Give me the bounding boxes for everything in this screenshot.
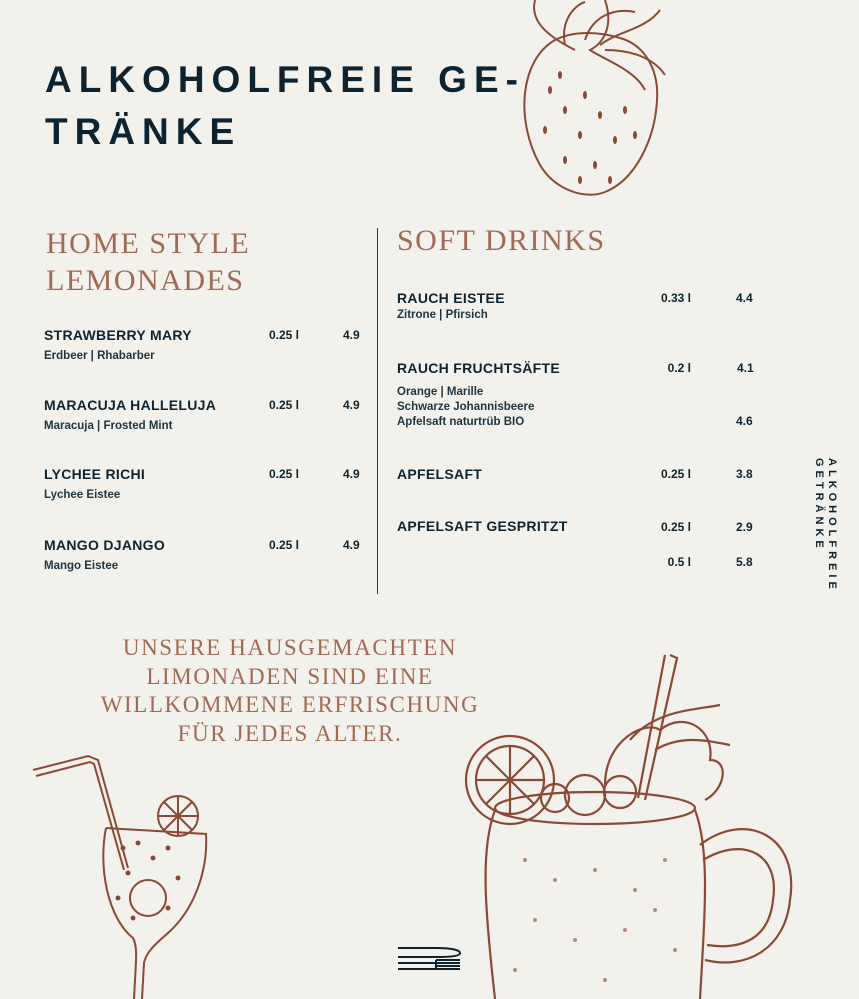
menu-item-volume: 0.25 l bbox=[268, 328, 299, 342]
menu-item-name: APFELSAFT GESPRITZT bbox=[397, 518, 568, 534]
menu-item bbox=[44, 466, 145, 501]
menu-item-price: 4.9 bbox=[343, 467, 360, 481]
menu-item-description: Lychee Eistee bbox=[44, 489, 121, 501]
lemonades-heading bbox=[46, 225, 250, 299]
menu-item-description-line: Apfelsaft naturtrüb BIO bbox=[397, 416, 525, 428]
menu-item-name: RAUCH FRUCHTSÄFTE bbox=[397, 360, 560, 376]
menu-item-description: Erdbeer | Rhabarber bbox=[44, 350, 155, 362]
menu-item-name: STRAWBERRY MARY bbox=[44, 327, 192, 343]
menu-item bbox=[44, 537, 165, 572]
tagline-line: FÜR JEDES ALTER. bbox=[177, 720, 403, 746]
menu-item-name: LYCHEE RICHI bbox=[44, 466, 146, 482]
menu-item-extra-price: 4.6 bbox=[736, 414, 753, 428]
lemonades-heading-line-1: HOME STYLE bbox=[46, 227, 251, 260]
menu-item-description-line: Schwarze Johannisbeere bbox=[397, 401, 535, 413]
menu-item-extra-volume: 0.5 l bbox=[667, 555, 691, 569]
menu-item-description: Maracuja | Frosted Mint bbox=[44, 420, 173, 432]
soft-drinks-heading bbox=[397, 222, 606, 259]
menu-item-name: RAUCH EISTEE bbox=[397, 290, 505, 306]
menu-item bbox=[397, 360, 560, 430]
side-label bbox=[812, 458, 838, 593]
menu-item-volume: 0.25 l bbox=[268, 538, 299, 552]
menu-item-price: 4.9 bbox=[343, 538, 360, 552]
menu-item-volume: 0.2 l bbox=[667, 361, 691, 375]
page-title-line-2: TRÄNKE bbox=[45, 111, 242, 152]
menu-item-price: 4.4 bbox=[736, 291, 753, 305]
menu-item bbox=[44, 397, 216, 432]
menu-item-name: MARACUJA HALLELUJA bbox=[44, 397, 217, 413]
menu-item-price: 4.1 bbox=[737, 361, 754, 375]
menu-item-name: APFELSAFT bbox=[397, 466, 483, 482]
tagline-line: WILLKOMMENE ERFRISCHUNG bbox=[100, 692, 480, 717]
menu-item-volume: 0.25 l bbox=[268, 467, 299, 481]
menu-item-name: MANGO DJANGO bbox=[44, 537, 166, 553]
menu-item bbox=[44, 327, 192, 362]
menu-item-price: 4.9 bbox=[343, 398, 360, 412]
tagline-line: LIMONADEN SIND EINE bbox=[146, 663, 434, 689]
lemonades-heading-line-2: LEMONADES bbox=[46, 264, 245, 297]
menu-item bbox=[397, 290, 505, 321]
side-label-line-2: GETRÄNKE bbox=[813, 458, 825, 552]
lemonade-glass-icon bbox=[28, 748, 218, 999]
menu-item bbox=[397, 518, 568, 534]
copper-mug-icon bbox=[455, 650, 800, 999]
menu-item-volume: 0.25 l bbox=[660, 467, 691, 481]
menu-item-description-line: Orange | Marille bbox=[397, 386, 484, 398]
page-title bbox=[45, 54, 565, 158]
menu-item-description bbox=[397, 385, 560, 430]
tagline bbox=[70, 634, 510, 748]
menu-item-volume: 0.25 l bbox=[268, 398, 299, 412]
side-label-line-1: ALKOHOLFREIE bbox=[826, 458, 838, 593]
menu-item-description: Mango Eistee bbox=[44, 560, 119, 572]
menu-item-volume: 0.25 l bbox=[660, 520, 691, 534]
cutlery-icon bbox=[396, 941, 464, 975]
column-divider bbox=[377, 228, 378, 594]
soft-drinks-heading-text: SOFT DRINKS bbox=[397, 224, 606, 257]
page-title-line-1: ALKOHOLFREIE GE- bbox=[45, 59, 525, 100]
menu-item-price: 2.9 bbox=[736, 520, 753, 534]
menu-item-description: Zitrone | Pfirsich bbox=[397, 309, 488, 321]
menu-item-volume: 0.33 l bbox=[660, 291, 691, 305]
tagline-line: UNSERE HAUSGEMACHTEN bbox=[122, 635, 458, 660]
menu-item-extra-price: 5.8 bbox=[736, 555, 753, 569]
menu-item bbox=[397, 466, 482, 482]
menu-item-price: 4.9 bbox=[343, 328, 360, 342]
menu-item-price: 3.8 bbox=[736, 467, 753, 481]
